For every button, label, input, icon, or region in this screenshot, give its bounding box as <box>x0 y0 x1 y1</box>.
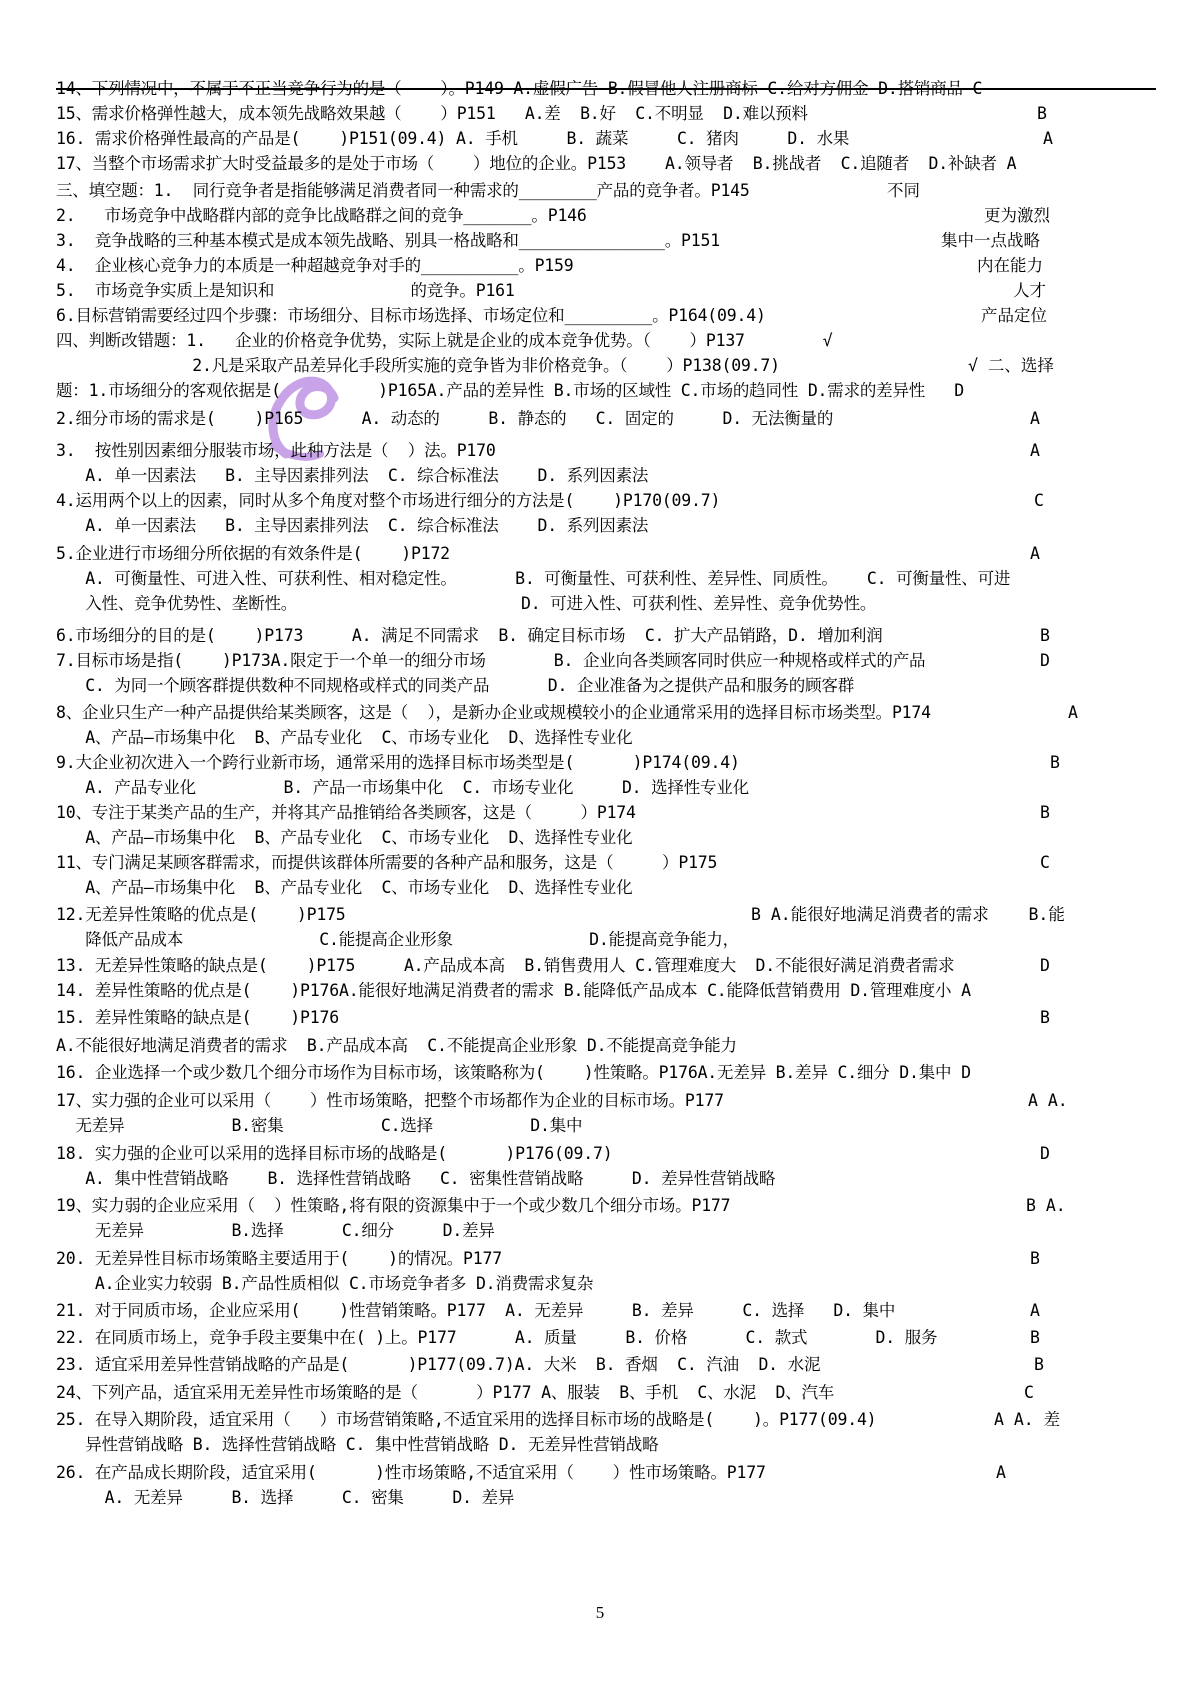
text-line: 12.无差异性策略的优点是( )P175 <box>56 905 346 924</box>
answer-key: 内在能力 <box>977 256 1043 275</box>
answer-key: 人才 <box>1013 281 1046 300</box>
text-line: 降低产品成本 C.能提高企业形象 D.能提高竞争能力， <box>56 930 739 949</box>
text-line: A. 可衡量性、可进入性、可获利性、相对稳定性。 B. 可衡量性、可获利性、差异性、同质性。 C. 可衡量性、可进 <box>56 569 1011 588</box>
text-line: 15. 差异性策略的缺点是( )P176 <box>56 1008 339 1027</box>
text-line: 5. 市场竞争实质上是知识和 的竞争。P161 <box>56 281 515 300</box>
text-line: 3. 竞争战略的三种基本模式是成本领先战略、别具一格战略和_______________。P151 <box>56 231 720 250</box>
answer-key: B <box>1030 1249 1040 1268</box>
text-line: A.不能很好地满足消费者的需求 B.产品成本高 C.不能提高企业形象 D.不能提高竞争能力 <box>56 1036 737 1055</box>
text-line: 18. 实力强的企业可以采用的选择目标市场的战略是( )P176(09.7) <box>56 1144 613 1163</box>
answer-key: A <box>1068 703 1078 722</box>
text-line: 25. 在导入期阶段，适宜采用（ ）市场营销策略,不适宜采用的选择目标市场的战略是( )。P177(09.4) <box>56 1410 877 1429</box>
answer-key: B <box>1040 1008 1050 1027</box>
answer-key: A A. 差 <box>994 1410 1061 1429</box>
text-line: A. 集中性营销战略 B. 选择性营销战略 C. 密集性营销战略 D. 差异性营销战略 <box>56 1169 776 1188</box>
text-line: 21. 对于同质市场，企业应采用( )性营销策略。P177 A. 无差异 B. 差异 C. 选择 D. 集中 <box>56 1301 896 1320</box>
text-line: 20. 无差异性目标市场策略主要适用于( )的情况。P177 <box>56 1249 502 1268</box>
text-line: 2.细分市场的需求是( )P165 A. 动态的 B. 静态的 C. 固定的 D. 无法衡量的 <box>56 409 834 428</box>
answer-key: B <box>1050 753 1060 772</box>
text-line: 无差异 B.密集 C.选择 D.集中 <box>56 1116 583 1135</box>
text-line: 入性、竞争优势性、垄断性。 D. 可进入性、可获利性、差异性、竞争优势性。 <box>56 594 877 613</box>
text-line: 22. 在同质市场上，竞争手段主要集中在( )上。P177 A. 质量 B. 价格 C. 款式 D. 服务 <box>56 1328 938 1347</box>
answer-key: A <box>1030 544 1040 563</box>
text-line: 14、下列情况中，不属于不正当竞争行为的是（ ）。P149 A.虚假广告 B.假冒他人注册商标 C.给对方佣金 D.搭销商品 C <box>56 79 983 98</box>
answer-key: C <box>1024 1383 1034 1402</box>
text-line: 13. 无差异性策略的缺点是( )P175 A.产品成本高 B.销售费用人 C.管理难度大 D.不能很好满足消费者需求 <box>56 956 955 975</box>
text-line: 15、需求价格弹性越大，成本领先战略效果越（ ）P151 A.差 B.好 C.不明显 D.难以预料 <box>56 104 808 123</box>
text-line: 16. 企业选择一个或少数几个细分市场作为目标市场，该策略称为( )性策略。P176A.无差异 B.差异 C.细分 D.集中 D <box>56 1063 971 1082</box>
answer-key: √ 二、选择 <box>968 356 1054 375</box>
text-line: A、产品—市场集中化 B、产品专业化 C、市场专业化 D、选择性专业化 <box>56 878 633 897</box>
text-line: A. 产品专业化 B. 产品一市场集中化 C. 市场专业化 D. 选择性专业化 <box>56 778 749 797</box>
text-line: 2.凡是采取产品差异化手段所实施的竞争皆为非价格竞争。（ ）P138(09.7) <box>56 356 780 375</box>
text-line: A. 无差异 B. 选择 C. 密集 D. 差异 <box>56 1488 515 1507</box>
answer-key: D <box>1040 1144 1050 1163</box>
page-number: 5 <box>595 1603 605 1622</box>
answer-key: A A. <box>1028 1091 1068 1110</box>
answer-key: A <box>996 1463 1006 1482</box>
text-line: 11、专门满足某顾客群需求，而提供该群体所需要的各种产品和服务，这是（ ）P175 <box>56 853 718 872</box>
text-line: 三、填空题：1. 同行竞争者是指能够满足消费者同一种需求的________产品的竞争者。P145 <box>56 181 750 200</box>
answer-key: A <box>1043 129 1053 148</box>
text-line: A.企业实力较弱 B.产品性质相似 C.市场竞争者多 D.消费需求复杂 <box>56 1274 594 1293</box>
text-line: 17、实力强的企业可以采用（ ）性市场策略，把整个市场都作为企业的目标市场。P177 <box>56 1091 724 1110</box>
text-line: 无差异 B.选择 C.细分 D.差异 <box>56 1221 495 1240</box>
text-line: A、产品—市场集中化 B、产品专业化 C、市场专业化 D、选择性专业化 <box>56 828 633 847</box>
text-line: 24、下列产品，适宜采用无差异性市场策略的是（ ）P177 A、服装 B、手机 C、水泥 D、汽车 <box>56 1383 835 1402</box>
text-line: C. 为同一个顾客群提供数种不同规格或样式的同类产品 D. 企业准备为之提供产品和服务的顾客群 <box>56 676 855 695</box>
text-line: 5.企业进行市场细分所依据的有效条件是( )P172 <box>56 544 450 563</box>
answer-key: 更为激烈 <box>984 206 1050 225</box>
answer-key: B <box>1030 1328 1040 1347</box>
text-line: 4.运用两个以上的因素，同时从多个角度对整个市场进行细分的方法是( )P170(09.7) <box>56 491 721 510</box>
text-line: 6.目标营销需要经过四个步骤：市场细分、目标市场选择、市场定位和_________。P164(09.4) <box>56 306 766 325</box>
text-line: 17、当整个市场需求扩大时受益最多的是处于市场（ ）地位的企业。P153 A.领导者 B.挑战者 C.追随者 D.补缺者 A <box>56 154 1017 173</box>
answer-key: A <box>1030 1301 1040 1320</box>
text-line: A. 单一因素法 B. 主导因素排列法 C. 综合标准法 D. 系列因素法 <box>56 516 649 535</box>
text-line: 16. 需求价格弹性最高的产品是( )P151(09.4) A. 手机 B. 蔬菜 C. 猪肉 D. 水果 <box>56 129 850 148</box>
answer-key: B A. <box>1026 1196 1066 1215</box>
answer-key: A <box>1030 441 1040 460</box>
text-line: 26. 在产品成长期阶段，适宜采用( )性市场策略,不适宜采用（ ）性市场策略。P177 <box>56 1463 766 1482</box>
answer-key: 不同 <box>887 181 920 200</box>
text-line: 6.市场细分的目的是( )P173 A. 满足不同需求 B. 确定目标市场 C. 扩大产品销路，D. 增加利润 <box>56 626 883 645</box>
text-line: 2. 市场竞争中战略群内部的竞争比战略群之间的竞争_______。P146 <box>56 206 587 225</box>
text-line: 9.大企业初次进入一个跨行业新市场，通常采用的选择目标市场类型是( )P174(09.4) <box>56 753 740 772</box>
answer-key: B <box>1037 104 1047 123</box>
answer-key: A <box>1030 409 1040 428</box>
answer-key: B A.能很好地满足消费者的需求 B.能 <box>751 905 1065 924</box>
text-line: 10、专注于某类产品的生产，并将其产品推销给各类顾客，这是（ ）P174 <box>56 803 636 822</box>
text-line: A. 单一因素法 B. 主导因素排列法 C. 综合标准法 D. 系列因素法 <box>56 466 649 485</box>
answer-key: D <box>1040 956 1050 975</box>
text-line: 四、判断改错题：1. 企业的价格竞争优势，实际上就是企业的成本竞争优势。（ ）P137 √ <box>56 331 833 350</box>
text-line: 7.目标市场是指( )P173A.限定于一个单一的细分市场 B. 企业向各类顾客同时供应一种规格或样式的产品 <box>56 651 926 670</box>
answer-key: B <box>1040 626 1050 645</box>
text-line: A、产品—市场集中化 B、产品专业化 C、市场专业化 D、选择性专业化 <box>56 728 633 747</box>
text-line: 8、企业只生产一种产品提供给某类顾客，这是（ ），是新办企业或规模较小的企业通常采用的选择目标市场类型。P174 <box>56 703 931 722</box>
text-line: 19、实力弱的企业应采用（ ）性策略,将有限的资源集中于一个或少数几个细分市场。P177 <box>56 1196 731 1215</box>
text-line: 4. 企业核心竞争力的本质是一种超越竞争对手的__________。P159 <box>56 256 574 275</box>
answer-key: C <box>1040 853 1050 872</box>
answer-key: 集中一点战略 <box>941 231 1040 250</box>
text-line: 题：1.市场细分的客观依据是( )P165A.产品的差异性 B.市场的区域性 C.市场的趋同性 D.需求的差异性 D <box>56 381 965 400</box>
text-line: 异性营销战略 B. 选择性营销战略 C. 集中性营销战略 D. 无差异性营销战略 <box>56 1435 659 1454</box>
answer-key: B <box>1040 803 1050 822</box>
text-line: 3. 按性别因素细分服装市场，此种方法是（ ）法。P170 <box>56 441 496 460</box>
text-line: 23. 适宜采用差异性营销战略的产品是( )P177(09.7)A. 大米 B. 香烟 C. 汽油 D. 水泥 <box>56 1355 821 1374</box>
text-line: 14. 差异性策略的优点是( )P176A.能很好地满足消费者的需求 B.能降低产品成本 C.能降低营销费用 D.管理难度小 A <box>56 981 971 1000</box>
answer-key: 产品定位 <box>981 306 1047 325</box>
answer-key: D <box>1040 651 1050 670</box>
answer-key: C <box>1034 491 1044 510</box>
answer-key: B <box>1034 1355 1044 1374</box>
